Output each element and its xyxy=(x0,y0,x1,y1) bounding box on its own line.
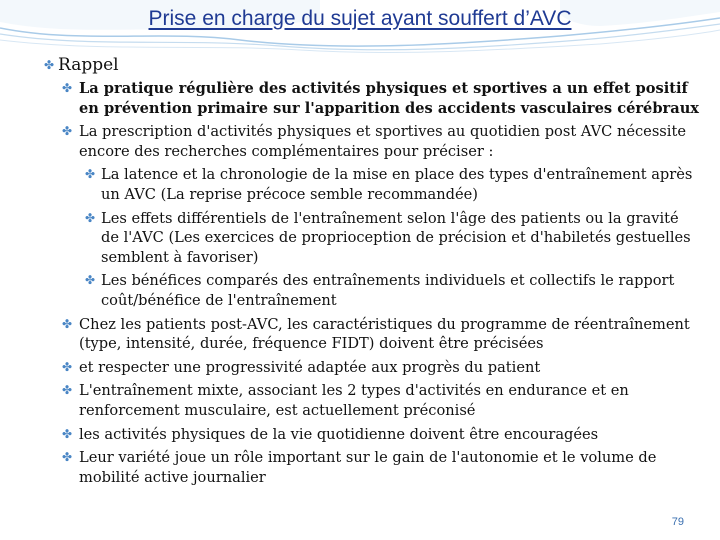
bullet-text: et respecter une progressivité adaptée aux progrès du patient xyxy=(79,358,541,376)
bullet-text: La latence et la chronologie de la mise en place des types d'entraînement après un AVC (La reprise précoce semble recommandée) xyxy=(101,166,693,203)
bullet-text: La pratique régulière des activités physiques et sportives a un effet positif en prévention primaire sur l'apparition des accidents vasculaires cérébraux xyxy=(79,80,700,117)
bullet-text: les activités physiques de la vie quotidienne doivent être encouragées xyxy=(79,425,599,443)
bullet-item xyxy=(0,448,699,487)
bullet-icon: ✤ xyxy=(85,210,96,225)
bullet-item xyxy=(0,315,699,354)
bullet-text: L'entraînement mixte, associant les 2 types d'activités en endurance et en renforcement musculaire, est actuellement préconisé xyxy=(79,382,629,419)
bullet-item xyxy=(0,79,699,118)
bullet-item xyxy=(0,381,699,420)
bullet-text: Leur variété joue un rôle important sur le gain de l'autonomie et le volume de mobilité active journalier xyxy=(79,449,657,486)
bullet-icon: ✤ xyxy=(62,316,73,331)
slide-title: Prise en charge du sujet ayant souffert d’AVC xyxy=(148,7,572,30)
page-number: 79 xyxy=(671,516,684,528)
bullet-text: La prescription d'activités physiques et sportives au quotidien post AVC nécessite encore des recherches complémentaires pour préciser : xyxy=(79,123,686,160)
bullet-list xyxy=(0,54,720,491)
bullet-icon: ✤ xyxy=(62,359,73,374)
bullet-item xyxy=(0,122,699,161)
bullet-icon: ✤ xyxy=(62,124,73,139)
bullet-icon: ✤ xyxy=(62,450,73,465)
bullet-item xyxy=(0,425,699,445)
bullet-item xyxy=(0,209,699,268)
bullet-text: Chez les patients post-AVC, les caractéristiques du programme de réentraînement (type, intensité, durée, fréquence FIDT) doivent être précisées xyxy=(79,315,690,353)
bullet-icon: ✤ xyxy=(85,273,96,288)
bullet-item xyxy=(0,358,699,378)
section-heading-text: Rappel xyxy=(58,55,119,75)
bullet-text: Les bénéfices comparés des entraînements individuels et collectifs le rapport coût/bénéfice de l'entraînement xyxy=(101,272,675,309)
bullet-icon: ✤ xyxy=(62,81,73,95)
bullet-icon: ✤ xyxy=(62,383,73,398)
bullet-item xyxy=(0,271,699,310)
bullet-icon: ✤ xyxy=(44,58,55,72)
bullet-icon: ✤ xyxy=(62,426,73,441)
bullet-item xyxy=(0,165,699,204)
bullet-text: Les effets différentiels de l'entraînement selon l'âge des patients ou la gravité de l'AVC (Les exercices de proprioception de précision et d'habiletés gestuelles semblent à favoriser) xyxy=(101,209,691,266)
bullet-icon: ✤ xyxy=(85,167,96,182)
section-heading xyxy=(0,54,720,76)
